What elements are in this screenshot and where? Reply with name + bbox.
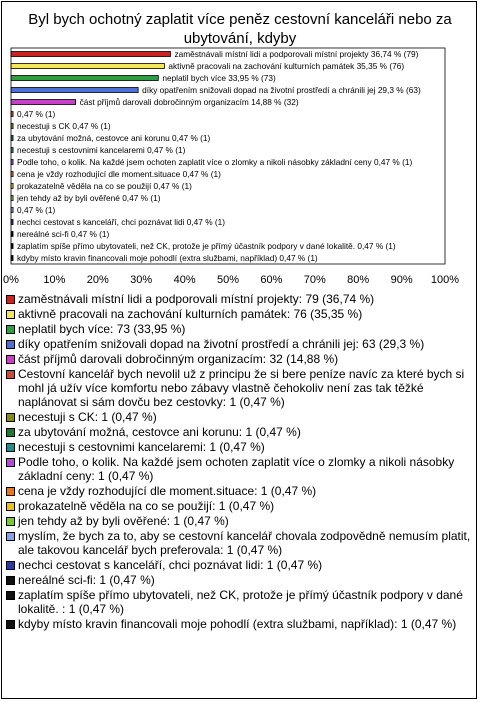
legend-swatch [6, 355, 15, 364]
legend-swatch [6, 620, 15, 629]
bar-label-4: díky opatřením snižovali dopad na životní prostředí a chránili jej 29,3 % (63) [142, 85, 421, 95]
bar-label-9: necestuji s cestovnimi kancelaremi 0,47 % (1) [17, 145, 186, 155]
bar-1 [11, 52, 170, 57]
legend-swatch [6, 310, 15, 319]
x-tick-label-0: 0% [3, 274, 19, 286]
bar-chart [0, 0, 480, 290]
legend-item [6, 367, 472, 409]
legend-swatch [6, 487, 15, 496]
bar-label-1: zaměstnávali místní lidi a podporovali místní projekty 36,74 % (79) [174, 49, 419, 59]
legend-item [6, 322, 472, 336]
legend-label: prokazatelně věděla na co se použijí: 1 (0,47 %) [18, 499, 275, 513]
legend-label: necestuji s cestovnimi kancelaremi: 1 (0,47 %) [18, 440, 265, 454]
legend-swatch [6, 295, 15, 304]
legend-item [6, 307, 472, 321]
legend-item [6, 455, 472, 483]
legend-item [6, 410, 472, 424]
legend-label: zaplatím spíše přímo ubytovateli, než CK, protože je přímý účastník podpory v dané lokalitě. : 1 (0,47 %) [18, 588, 463, 616]
legend-item [6, 292, 472, 306]
legend-item [6, 499, 472, 513]
legend-swatch [6, 561, 15, 570]
legend-item [6, 337, 472, 351]
x-tick-label-30: 30% [130, 274, 153, 286]
legend-label: díky opatřením snižovali dopad na životní prostředí a chránili jej: 63 (29,3 %) [18, 337, 425, 351]
bar-label-16: nereálné sci-fi 0,47 % (1) [17, 229, 110, 239]
legend-swatch [6, 443, 15, 452]
legend-label: necestuji s CK: 1 (0,47 %) [18, 410, 157, 424]
bar-label-18: kdyby místo kravin financovali moje pohodlí (extra službami, například) 0,47 % (1) [17, 253, 318, 263]
bar-label-6: 0,47 % (1) [17, 109, 56, 119]
legend-item [6, 529, 472, 557]
legend-item [6, 617, 472, 631]
legend-label: Cestovní kancelář bych nevolil už z principu že si bere peníze navíc za které bych si mohl já užív více komfortu nebo zábavy vlastně čehokoliv není zas tak těžké naplánovat si sám dovču bez cestovky: 1 (0,47 %) [18, 367, 465, 409]
legend-label: zaměstnávali místní lidi a podporovali místní projekty: 79 (36,74 %) [18, 292, 375, 306]
legend-swatch [6, 502, 15, 511]
bar-label-11: cena je vždy rozhodující dle moment.situace 0,47 % (1) [17, 169, 221, 179]
bar-4 [11, 88, 138, 93]
legend-swatch [6, 428, 15, 437]
bar-label-10: Podle toho, o kolik. Na každé jsem ochoten zaplatit více o zlomky a nikoli násobky základní ceny 0,47 % (1) [17, 157, 413, 167]
legend-item [6, 514, 472, 528]
x-tick-label-50: 50% [216, 274, 240, 286]
x-tick-label-60: 60% [260, 274, 283, 286]
legend-item [6, 425, 472, 439]
bar-label-14: 0,47 % (1) [17, 205, 56, 215]
legend-swatch [6, 413, 15, 422]
bar-label-13: jen tehdy až by byli ověřené 0,47 % (1) [17, 193, 161, 203]
bar-5 [11, 100, 76, 105]
bar-label-2: aktivně pracovali na zachování kulturních památek 35,35 % (76) [168, 61, 405, 71]
legend-swatch [6, 591, 15, 600]
bar-label-5: část příjmů darovali dobročinným organizacím 14,88 % (32) [79, 97, 299, 107]
legend-item [6, 558, 472, 572]
legend-label: myslím, že bych za to, aby se cestovní kancelář chovala zodpovědně nemusím platit, ale takovou kancelář bych preferovala: 1 (0,47 %) [18, 529, 471, 557]
legend-swatch [6, 576, 15, 585]
legend-label: neplatil bych více: 73 (33,95 %) [18, 322, 186, 336]
legend-item [6, 573, 472, 587]
legend-item [6, 588, 472, 616]
bar-label-12: prokazatelně věděla na co se použijí 0,47 % (1) [17, 181, 192, 191]
legend-label: kdyby místo kravin financovali moje pohodlí (extra službami, například): 1 (0,47 %) [18, 617, 457, 631]
legend-item [6, 440, 472, 454]
bar-label-3: neplatil bych více 33,95 % (73) [162, 73, 276, 83]
legend-label: nechci cestovat s kanceláří, chci poznávat lidi: 1 (0,47 %) [18, 558, 323, 572]
bar-label-17: zaplatím spíše přímo ubytovateli, než CK, protože je přímý účastník podpory v dané lokalitě. 0,47 % (1) [17, 241, 396, 251]
legend-label: Podle toho, o kolik. Na každé jsem ochoten zaplatit více o zlomky a nikoli násobky základní ceny: 1 (0,47 %) [18, 455, 455, 483]
legend-swatch [6, 370, 15, 379]
x-tick-label-70: 70% [303, 274, 326, 286]
x-tick-label-100: 100% [430, 274, 460, 286]
legend-label: za ubytování možná, cestovce ani korunu: 1 (0,47 %) [18, 425, 301, 439]
legend-swatch [6, 458, 15, 467]
legend-label: cena je vždy rozhodující dle moment.situace: 1 (0,47 %) [18, 484, 317, 498]
legend-swatch [6, 340, 15, 349]
legend-label: nereálné sci-fi: 1 (0,47 %) [18, 573, 155, 587]
bar-3 [11, 76, 158, 81]
legend-label: část příjmů darovali dobročinným organizacím: 32 (14,88 %) [18, 352, 339, 366]
legend-label: jen tehdy až by byli ověřené: 1 (0,47 %) [18, 514, 229, 528]
x-tick-label-80: 80% [347, 274, 370, 286]
bar-label-7: necestuji s CK 0,47 % (1) [17, 121, 111, 131]
bar-label-15: nechci cestovat s kanceláří, chci poznávat lidi 0,47 % (1) [17, 217, 226, 227]
x-tick-label-10: 10% [43, 274, 66, 286]
legend-label: aktivně pracovali na zachování kulturních památek: 76 (35,35 %) [18, 307, 363, 321]
legend-swatch [6, 325, 15, 334]
legend-item [6, 352, 472, 366]
x-tick-label-40: 40% [173, 274, 196, 286]
legend-swatch [6, 517, 15, 526]
chart-title: Byl bych ochotný zaplatit více peněz cestovní kanceláři nebo za ubytování, kdyby [28, 11, 452, 47]
bar-label-8: za ubytování možná, cestovce ani korunu 0,47 % (1) [17, 133, 211, 143]
legend [6, 292, 472, 632]
x-tick-label-20: 20% [86, 274, 109, 286]
x-tick-label-90: 90% [390, 274, 413, 286]
legend-swatch [6, 532, 15, 541]
legend-item [6, 484, 472, 498]
bar-2 [11, 64, 164, 69]
bars-layer [11, 49, 421, 263]
